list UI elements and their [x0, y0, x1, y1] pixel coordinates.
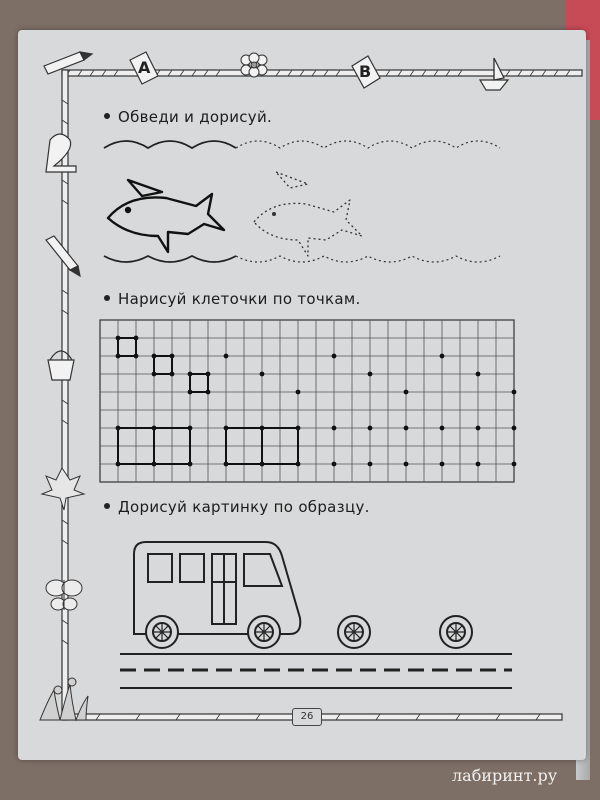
bucket-icon: [48, 351, 74, 380]
road: [120, 654, 512, 688]
frame-letter-a: А: [138, 58, 151, 77]
task-title-trace: [104, 108, 272, 126]
page-number: 26: [292, 708, 322, 726]
grid-field: [100, 320, 514, 482]
bullet-icon: [104, 295, 110, 301]
flower-icon: [241, 53, 267, 77]
wave-trace-row-top: [104, 141, 236, 148]
decorative-frame: [62, 70, 582, 720]
task-title-text: Нарисуй клеточки по точкам.: [118, 290, 361, 308]
task-title-bus: [104, 498, 370, 516]
maple-leaf-icon: [42, 468, 84, 510]
numeral-two-icon: [46, 134, 76, 172]
task-title-grid: [104, 290, 361, 308]
fish-sample: [108, 180, 224, 252]
wave-dotted-row-top: [236, 141, 500, 148]
grid-border: [100, 320, 514, 482]
task-title-text: Обведи и дорисуй.: [118, 108, 273, 126]
wave-dotted-row-bottom: [236, 256, 500, 262]
watermark: лабиринт.ру: [452, 766, 558, 785]
wave-trace-row-bottom: [104, 256, 236, 262]
butterfly-icon: [46, 580, 82, 610]
fish-dotted-trace: [254, 172, 362, 256]
bullet-icon: [104, 503, 110, 509]
task-title-text: Дорисуй картинку по образцу.: [118, 498, 370, 516]
bullet-icon: [104, 113, 110, 119]
frame-letter-v: В: [359, 62, 372, 81]
